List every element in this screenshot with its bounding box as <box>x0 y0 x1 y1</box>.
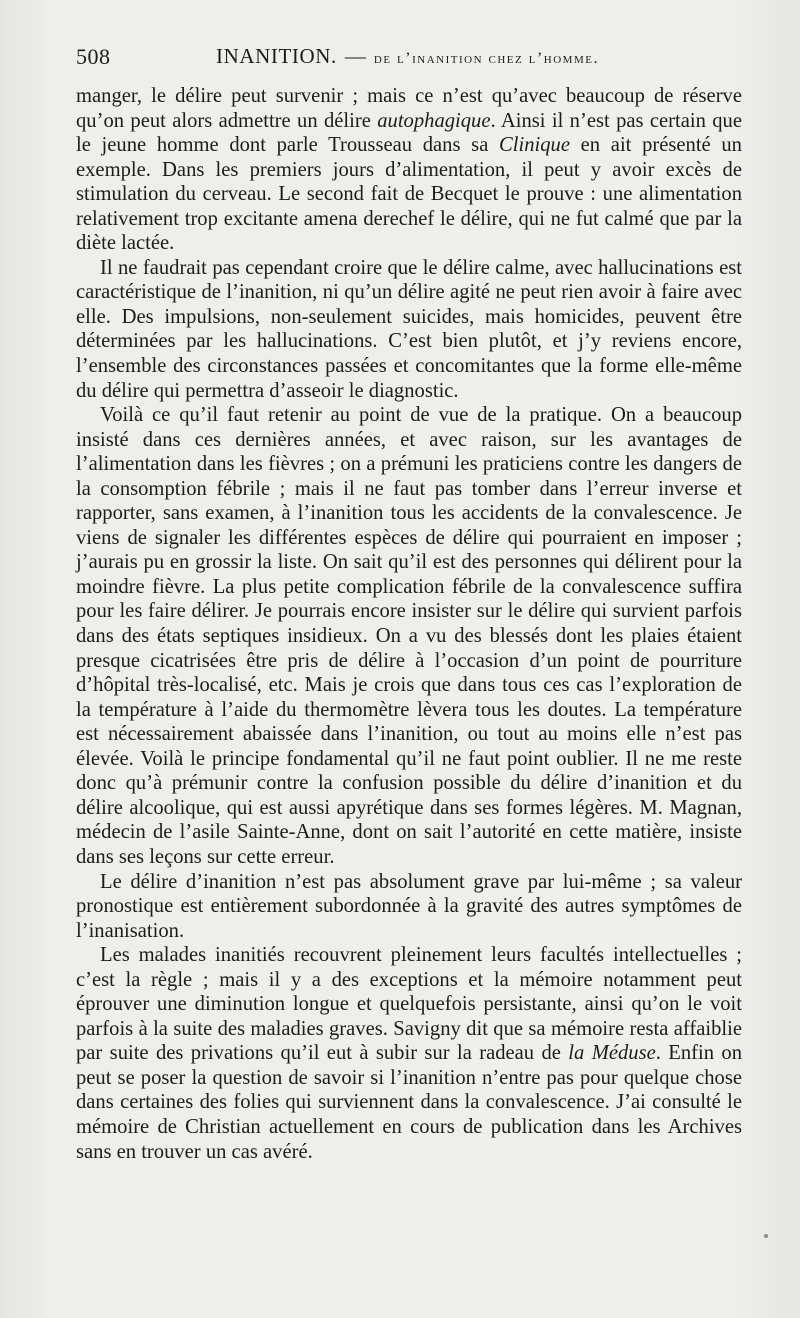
running-title <box>216 44 599 69</box>
italic-text: la Méduse <box>568 1042 656 1065</box>
title-dash: — <box>344 44 366 68</box>
paragraph <box>76 943 742 1164</box>
section-title: de l’inanition chez l’homme. <box>373 50 599 67</box>
text-run: manger, le délire peut survenir ; mais ce n’est qu’avec beaucoup de réserve qu’on peut alors admettre un délire <box>76 85 742 132</box>
chapter-title: INANITION. <box>216 44 337 68</box>
paragraph <box>76 84 742 256</box>
text-run: Il ne faudrait pas cependant croire que le délire calme, avec hallucinations est caractéristique de l’inanition, ni qu’un délire agité ne peut rien avoir à faire avec elle. Des impulsions, non-seulement suicides, mais homicides, peuvent être déterminées par les hallucinations. C’est bien plutôt, et j’y reviens encore, l’ensemble des circonstances passées et concomitantes que la forme elle-même du délire qui permettra d’asseoir le diagnostic. <box>76 256 742 402</box>
text-run: Le délire d’inanition n’est pas absolument grave par lui-même ; sa valeur pronostique est entièrement subordonnée à la gravité des autres symptômes de l’inanisation. <box>76 870 742 942</box>
italic-text: autophagique <box>377 109 491 132</box>
text-run: Les malades inanitiés recouvrent pleinement leurs facultés intellectuelles ; c’est la règle ; mais il y a des exceptions et la mémoire notamment peut éprouver une diminution longue et quelquefois persistante, ainsi qu’on le voit parfois à la suite des maladies graves. Savigny dit que sa mémoire resta affaiblie par suite des privations qu’il eut à subir sur la radeau de <box>76 944 742 1065</box>
running-header <box>76 44 736 76</box>
text-run: Voilà ce qu’il faut retenir au point de vue de la pratique. On a beaucoup insisté dans ces dernières années, et avec raison, sur les avantages de l’alimentation dans les fièvres ; on a prémuni les praticiens contre les dangers de la consomption fébrile ; mais il ne faut pas tomber dans l’erreur inverse et rapporter, sans examen, à l’inanition tous les accidents de la convalescence. Je viens de signaler les différentes espèces de délire qui pourraient en imposer ; j’aurais pu en grossir la liste. On sait qu’il est des personnes qui délirent pour la moindre fièvre. La plus petite complication fébrile de la convalescence suffira pour les faire délirer. Je pourrais encore insister sur le délire qui survient parfois dans des états septiques insidieux. On a vu des blessés dont les plaies étaient presque cicatrisées être pris de délire à l’occasion d’un point de pourriture d’hôpital très-localisé, etc. Mais je crois que dans tous ces cas l’exploration de la température à l’aide du thermomètre lèvera tous les doutes. La température est nécessairement abaissée dans l’inanition, ou tout au moins elle n’est pas élevée. Voilà le principe fondamental qu’il ne faut point oublier. Il ne me reste donc qu’à prémunir contre la confusion possible du délire d’inanition et du délire alcoolique, qui est aussi apyrétique dans ses formes légères. M. Magnan, médecin de l’asile Sainte-Anne, dont on sait l’autorité en cette matière, insiste dans ses leçons sur cette erreur. <box>76 404 742 868</box>
text-run: en ait présenté un exemple. Dans les premiers jours d’alimentation, il peut y avoir excès de stimulation du cerveau. Le second fait de Becquet le prouve : une alimentation relativement trop excitante amena derechef le délire, qui ne fut calmé que par la diète lactée. <box>76 134 742 255</box>
scan-speck <box>764 1234 768 1238</box>
italic-text: Clinique <box>499 134 570 157</box>
text-run: . Enfin on peut se poser la question de savoir si l’inanition n’entre pas pour quelque chose dans certaines des folies qui surviennent dans la convalescence. J’ai consulté le mémoire de Christian actuellement en cours de publication dans les Archives sans en trouver un cas avéré. <box>76 1042 743 1163</box>
paragraph <box>76 870 742 944</box>
body-text <box>76 84 742 1164</box>
paragraph <box>76 403 742 869</box>
text-run: . Ainsi il n’est pas certain que le jeune homme dont parle Trousseau dans sa <box>76 109 742 157</box>
paragraph <box>76 256 742 403</box>
page-number: 508 <box>76 44 111 69</box>
